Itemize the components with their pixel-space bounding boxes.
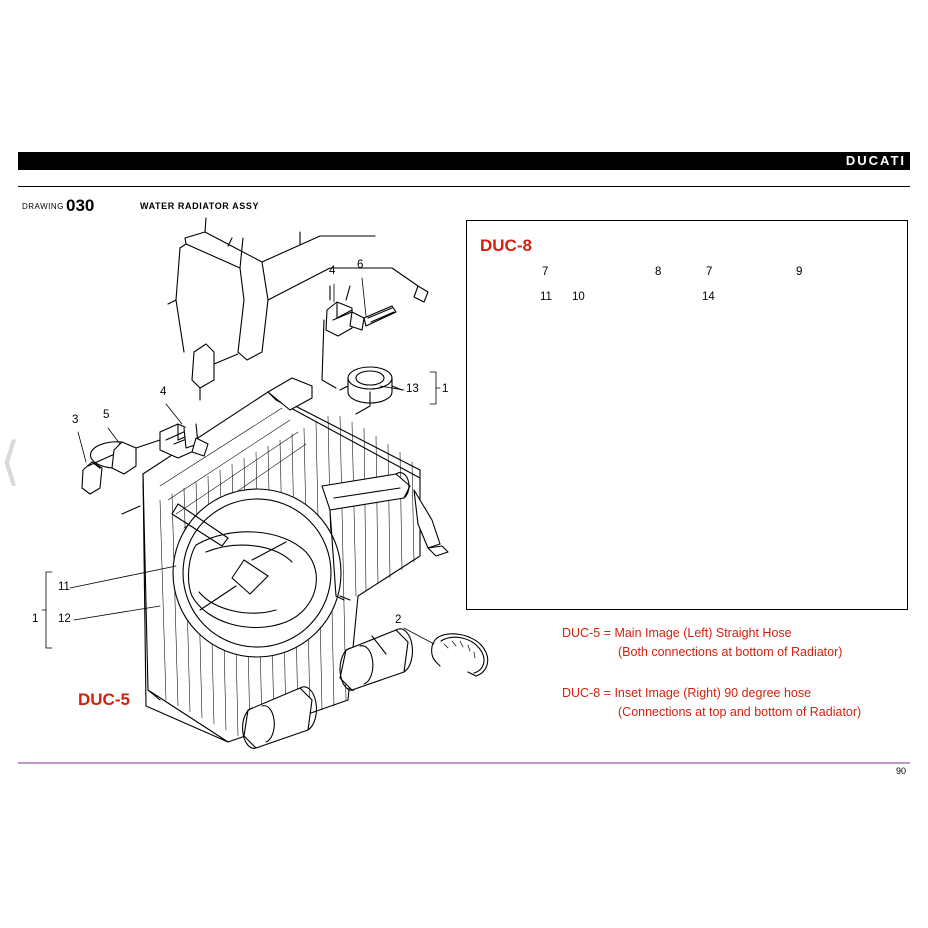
callout-5: 5 <box>103 409 110 421</box>
legend-duc5-line2: (Both connections at bottom of Radiator) <box>618 645 843 659</box>
inset-callout-8: 8 <box>655 266 662 278</box>
legend-duc8-line2: (Connections at top and bottom of Radiator) <box>618 705 862 719</box>
hose-clamp-part2 <box>432 634 488 676</box>
legend-duc8-line1: DUC-8 = Inset Image (Right) 90 degree hose <box>562 686 812 700</box>
inset-callout-14: 14 <box>702 291 715 303</box>
callout-4b: 4 <box>329 265 336 277</box>
drawing-word-label: DRAWING <box>22 202 64 211</box>
inset-callout-10: 10 <box>572 291 585 303</box>
callout-6: 6 <box>357 259 364 271</box>
footer-divider <box>18 762 910 764</box>
callout-3: 3 <box>72 414 79 426</box>
page-number: 90 <box>895 766 906 776</box>
callout-12: 12 <box>58 613 71 625</box>
callout-13: 13 <box>406 383 419 395</box>
callout-1-left: 1 <box>32 613 39 625</box>
legend-duc5-line1: DUC-5 = Main Image (Left) Straight Hose <box>562 626 792 640</box>
inset-callout-7a: 7 <box>542 266 549 278</box>
inset-diagram-label: DUC-8 <box>480 236 532 255</box>
callout-1-right: 1 <box>442 383 449 395</box>
inset-diagram-box <box>466 220 908 610</box>
inset-callout-11: 11 <box>540 291 552 303</box>
inset-callout-7b: 7 <box>706 266 713 278</box>
callout-2: 2 <box>395 614 402 626</box>
callout-11: 11 <box>58 581 70 593</box>
left-edge-arrow-icon: ⟨ <box>0 433 21 491</box>
legend-block <box>562 624 861 722</box>
header-divider <box>18 186 910 187</box>
inset-callout-9: 9 <box>796 266 803 278</box>
page-title: WATER RADIATOR ASSY <box>140 201 260 211</box>
drawing-number: 030 <box>66 196 95 215</box>
callout-4: 4 <box>160 386 167 398</box>
main-diagram-label: DUC-5 <box>78 690 130 709</box>
brand-logo-text: DUCATI <box>845 153 906 168</box>
header-black-band <box>18 152 910 170</box>
